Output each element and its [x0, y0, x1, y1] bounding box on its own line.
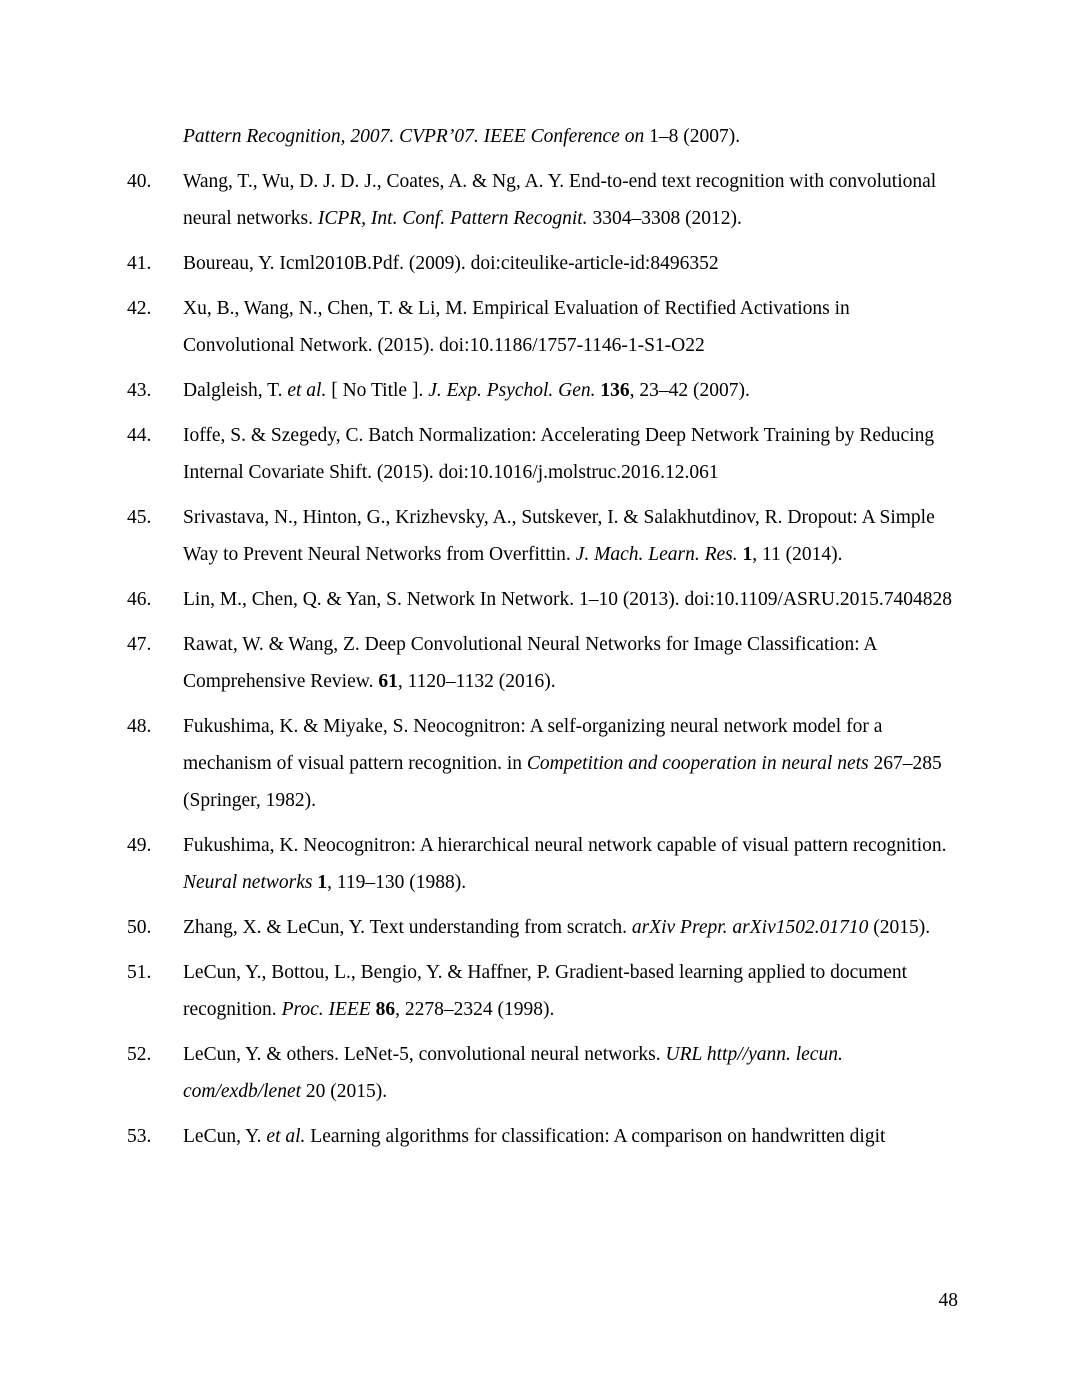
reference-item	[127, 708, 958, 819]
reference-item	[127, 499, 958, 573]
reference-item	[127, 626, 958, 700]
italic-text: URL http//yann. lecun. com/exdb/lenet	[183, 1044, 843, 1102]
italic-text: Competition and cooperation in neural nets	[526, 753, 869, 774]
reference-number: 48.	[127, 716, 152, 737]
italic-text: Proc. IEEE	[281, 999, 371, 1020]
plain-text: Zhang, X. & LeCun, Y. Text understanding from scratch.	[183, 917, 632, 938]
reference-number: 46.	[127, 589, 152, 610]
plain-text: LeCun, Y. & others. LeNet-5, convolutional neural networks.	[183, 1044, 666, 1065]
reference-number: 52.	[127, 1044, 152, 1065]
bold-text: 1	[742, 544, 753, 565]
italic-text: Pattern Recognition, 2007. CVPR’07. IEEE Conference on	[183, 126, 645, 147]
plain-text: Srivastava, N., Hinton, G., Krizhevsky, A., Sutskever, I. & Salakhutdinov, R. Dropout: A Simple Way to Prevent Neural Networks from Overfittin.	[183, 507, 935, 565]
reference-number: 49.	[127, 835, 152, 856]
plain-text: Dalgleish, T.	[183, 380, 288, 401]
italic-text: arXiv Prepr. arXiv1502.01710	[631, 917, 869, 938]
plain-text: Fukushima, K. Neocognitron: A hierarchical neural network capable of visual pattern recognition.	[183, 835, 947, 856]
plain-text: Learning algorithms for classification: A comparison on handwritten digit	[305, 1126, 886, 1147]
page-number: 48	[938, 1290, 958, 1311]
reference-text	[183, 1126, 885, 1147]
italic-text: J. Exp. Psychol. Gen.	[428, 380, 596, 401]
plain-text: 20 (2015).	[301, 1081, 388, 1102]
plain-text: Rawat, W. & Wang, Z. Deep Convolutional Neural Networks for Image Classification: A Comprehensive Review.	[183, 634, 877, 692]
reference-number: 45.	[127, 507, 152, 528]
italic-text: et al.	[287, 380, 327, 401]
reference-item	[127, 163, 958, 237]
italic-text: et al.	[266, 1126, 306, 1147]
plain-text: LeCun, Y., Bottou, L., Bengio, Y. & Haffner, P. Gradient-based learning applied to document recognition.	[183, 962, 908, 1020]
reference-text	[183, 835, 947, 893]
plain-text: LeCun, Y.	[183, 1126, 267, 1147]
bold-text: 86	[375, 999, 396, 1020]
bold-text: 61	[378, 671, 398, 692]
bold-text: 1	[317, 872, 328, 893]
reference-item	[127, 417, 958, 491]
reference-text	[183, 253, 719, 274]
reference-item	[127, 827, 958, 901]
reference-text	[183, 716, 942, 811]
reference-number: 47.	[127, 634, 152, 655]
reference-text	[183, 298, 850, 356]
reference-number: 42.	[127, 298, 152, 319]
reference-text	[183, 380, 750, 401]
plain-text: 267–285 (Springer, 1982).	[183, 753, 942, 811]
plain-text: Lin, M., Chen, Q. & Yan, S. Network In Network. 1–10 (2013). doi:10.1109/ASRU.2015.7404828	[183, 589, 952, 610]
reference-number: 41.	[127, 253, 152, 274]
plain-text: Fukushima, K. & Miyake, S. Neocognitron: A self-organizing neural network model for a mechanism of visual pattern recognition. in	[183, 716, 883, 774]
plain-text: 1–8 (2007).	[644, 126, 741, 147]
continuation-line	[127, 118, 958, 155]
reference-item	[127, 581, 958, 618]
reference-text	[183, 917, 930, 938]
reference-text	[183, 507, 935, 565]
italic-text: ICPR, Int. Conf. Pattern Recognit.	[317, 208, 588, 229]
reference-item	[127, 1118, 958, 1155]
reference-item	[127, 909, 958, 946]
reference-item	[127, 1036, 958, 1110]
plain-text: (2015).	[868, 917, 931, 938]
reference-text	[183, 962, 907, 1020]
reference-list	[127, 163, 958, 1155]
plain-text: , 2278–2324 (1998).	[395, 999, 555, 1020]
bold-text: 136	[600, 380, 630, 401]
reference-number: 43.	[127, 380, 152, 401]
reference-text	[183, 425, 934, 483]
reference-number: 40.	[127, 171, 152, 192]
plain-text: , 23–42 (2007).	[629, 380, 750, 401]
reference-number: 51.	[127, 962, 152, 983]
plain-text: [ No Title ].	[326, 380, 429, 401]
plain-text: , 1120–1132 (2016).	[397, 671, 556, 692]
reference-number: 50.	[127, 917, 152, 938]
reference-item	[127, 290, 958, 364]
reference-number: 53.	[127, 1126, 152, 1147]
reference-number: 44.	[127, 425, 152, 446]
plain-text: , 11 (2014).	[752, 544, 843, 565]
italic-text: Neural networks	[183, 872, 313, 893]
italic-text: J. Mach. Learn. Res.	[575, 544, 738, 565]
plain-text: Boureau, Y. Icml2010B.Pdf. (2009). doi:citeulike-article-id:8496352	[183, 253, 719, 274]
plain-text: Ioffe, S. & Szegedy, C. Batch Normalization: Accelerating Deep Network Training by Reducing Internal Covariate Shift. (2015). doi:10.1016/j.molstruc.2016.12.061	[183, 425, 935, 483]
reference-item	[127, 245, 958, 282]
reference-text	[183, 634, 876, 692]
reference-text	[183, 1044, 843, 1102]
plain-text: 3304–3308 (2012).	[587, 208, 742, 229]
plain-text: , 119–130 (1988).	[327, 872, 467, 893]
reference-item	[127, 954, 958, 1028]
plain-text: Wang, T., Wu, D. J. D. J., Coates, A. & Ng, A. Y. End-to-end text recognition with convolutional neural networks.	[183, 171, 937, 229]
plain-text: Xu, B., Wang, N., Chen, T. & Li, M. Empirical Evaluation of Rectified Activations in Convolutional Network. (2015). doi:10.1186/1757-1146-1-S1-O22	[183, 298, 850, 356]
reference-text	[183, 589, 952, 610]
reference-item	[127, 372, 958, 409]
reference-text	[183, 171, 936, 229]
